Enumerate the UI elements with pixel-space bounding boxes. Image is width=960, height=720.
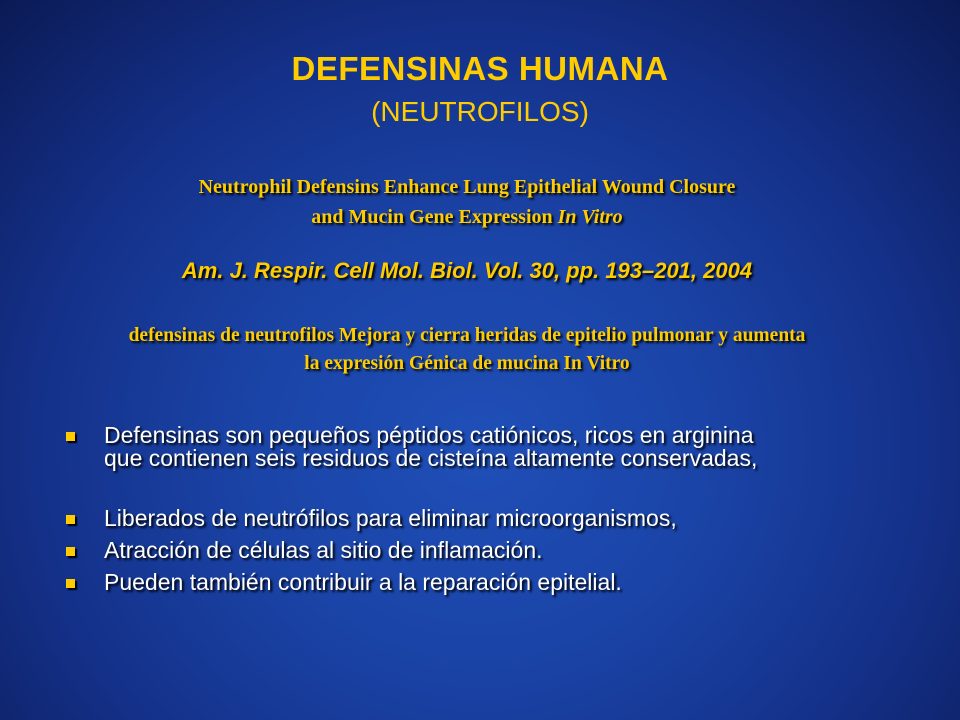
bullet-text-line: Pueden también contribuir a la reparación epitelial.	[104, 569, 622, 595]
spanish-translation	[0, 322, 934, 378]
bullet-item	[66, 571, 906, 594]
bullet-text-line: Defensinas son pequeños péptidos catiónicos, ricos en arginina	[104, 422, 754, 448]
translation-line-2: la expresión Génica de mucina In Vitro	[304, 353, 630, 374]
paper-title-line-1: Neutrophil Defensins Enhance Lung Epithelial Wound Closure	[198, 176, 736, 198]
square-bullet-icon	[66, 515, 75, 524]
square-bullet-icon	[66, 432, 75, 441]
slide-title: DEFENSINAS HUMANA	[291, 50, 669, 87]
bullet-item	[66, 539, 906, 562]
bullet-item	[66, 507, 906, 530]
bullet-text-line: Atracción de células al sitio de inflamación.	[104, 537, 543, 563]
bullet-list	[66, 424, 906, 594]
bullet-item	[66, 424, 906, 470]
bullet-text-line: Liberados de neutrófilos para eliminar microorganismos,	[104, 505, 677, 531]
translation-line-1: defensinas de neutrofilos Mejora y cierra heridas de epitelio pulmonar y aumenta	[128, 325, 806, 346]
square-bullet-icon	[66, 547, 75, 556]
slide-subtitle: (NEUTROFILOS)	[371, 96, 589, 127]
square-bullet-icon	[66, 579, 75, 588]
journal-citation: Am. J. Respir. Cell Mol. Biol. Vol. 30, pp. 193–201, 2004	[181, 258, 753, 283]
paper-title-italic: In Vitro	[557, 206, 623, 228]
paper-title-line-2	[0, 202, 934, 232]
bullet-text-line: que contienen seis residuos de cisteína altamente conservadas,	[104, 445, 758, 471]
paper-title	[0, 172, 934, 232]
paper-title-line-2-text: and Mucin Gene Expression	[311, 206, 558, 228]
